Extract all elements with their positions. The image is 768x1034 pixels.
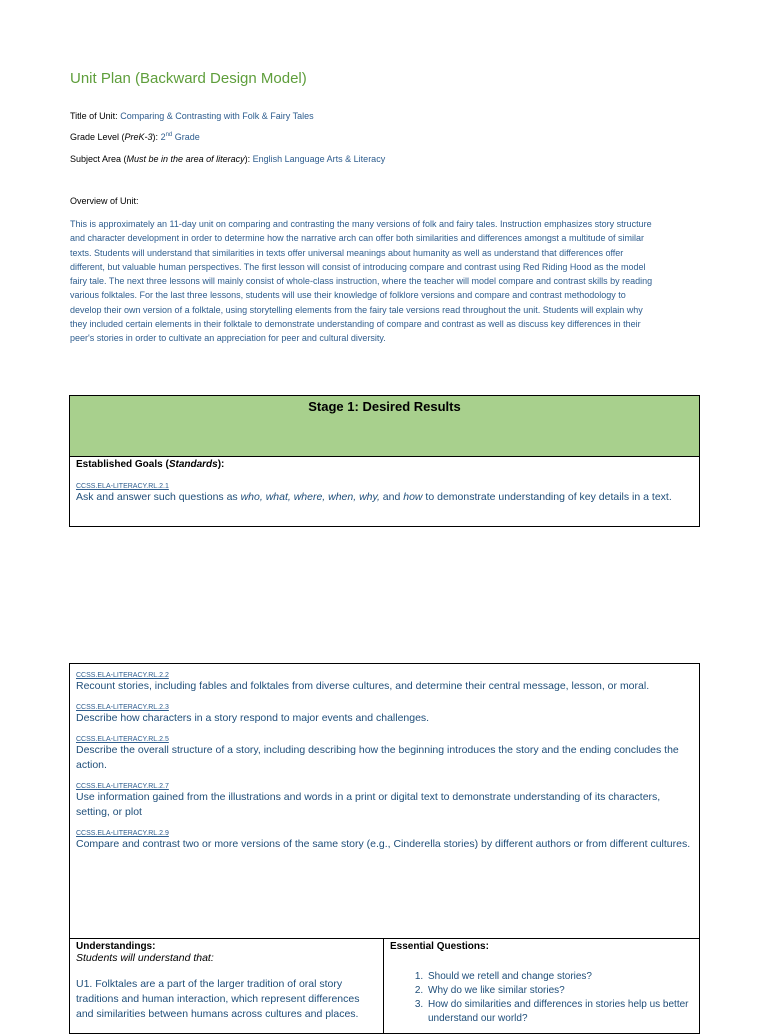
grade-label-pre: Grade Level ( bbox=[70, 132, 125, 142]
overview-line: develop their own version of a folktale, using storytelling elements from the fairy tale versions read throughout the unit. Students will explain why bbox=[70, 304, 643, 315]
overview-line: different, but valuable human perspectives. The first lesson will consist of introducing compare and contrast using Red Riding Hood as the model bbox=[70, 261, 646, 272]
unit-title-value: Comparing & Contrasting with Folk & Fairy Tales bbox=[120, 111, 314, 121]
standards-cell bbox=[70, 664, 700, 939]
standard-text: Compare and contrast two or more versions of the same story (e.g., Cinderella stories) by different authors or from different cultures. bbox=[76, 838, 691, 850]
understandings-cell bbox=[70, 939, 384, 1034]
standard-text: Use information gained from the illustrations and words in a print or digital text to demonstrate understanding of its characters, setting, or plot bbox=[76, 791, 661, 818]
essential-questions-list bbox=[390, 970, 693, 1026]
overview-line: This is approximately an 11-day unit on comparing and contrasting the many versions of folk and fairy tales. Instruction emphasizes story structure bbox=[70, 219, 652, 229]
standard-item bbox=[76, 704, 693, 726]
unit-title-line bbox=[70, 111, 314, 121]
standard-item bbox=[76, 672, 693, 694]
subject-label-pre: Subject Area ( bbox=[70, 154, 127, 164]
subject-area-line bbox=[70, 154, 385, 164]
essential-question-item: 1. Should we retell and change stories? bbox=[426, 970, 693, 984]
grade-value-sup: nd bbox=[165, 132, 173, 138]
subject-label-post: ): bbox=[244, 154, 251, 164]
grade-value-num: 2 bbox=[160, 132, 166, 142]
unit-title-label: Title of Unit: bbox=[70, 111, 118, 121]
understandings-heading: Understandings: bbox=[76, 941, 156, 952]
standards-table bbox=[69, 663, 700, 1034]
subject-value: English Language Arts & Literacy bbox=[252, 154, 386, 164]
standard-text: Describe how characters in a story respond to major events and challenges. bbox=[76, 712, 430, 724]
standard-text-rl-2-1 bbox=[76, 490, 693, 505]
doc-title: Unit Plan (Backward Design Model) bbox=[70, 70, 307, 87]
grade-label-post: ): bbox=[152, 132, 159, 142]
standard-item bbox=[76, 830, 693, 852]
std-text-pre: Ask and answer such questions as bbox=[76, 491, 241, 503]
standard-link-rl-2-1[interactable]: CCSS.ELA-LITERACY.RL.2.1 bbox=[76, 483, 169, 490]
overview-line: they included certain elements in their folktale to demonstrate understanding of compare and contrast as well as discuss key differences in their bbox=[70, 319, 641, 330]
standard-link[interactable]: CCSS.ELA-LITERACY.RL.2.9 bbox=[76, 830, 169, 837]
std-text-post: to demonstrate understanding of key details in a text. bbox=[422, 491, 672, 503]
standard-item bbox=[76, 736, 693, 773]
goals-label-bold: Established Goals ( bbox=[76, 459, 169, 470]
established-goals-label bbox=[76, 459, 693, 470]
grade-label-italic: PreK-3 bbox=[124, 132, 153, 142]
overview-line: peer's stories in order to cultivate an appreciation for peer and cultural diversity. bbox=[70, 333, 386, 344]
std-text-italic-2: how bbox=[403, 491, 423, 503]
overview-line: and character development in order to determine how the narrative arch can offer both similarities and differences amongst a multitude of similar bbox=[70, 233, 644, 244]
essential-question-item: 2. Why do we like similar stories? bbox=[426, 984, 693, 998]
standard-link[interactable]: CCSS.ELA-LITERACY.RL.2.7 bbox=[76, 783, 169, 790]
overview-heading: Overview of Unit: bbox=[70, 196, 139, 206]
standard-item bbox=[76, 783, 693, 820]
overview-line: fairy tale. The next three lessons will mainly consist of whole-class instruction, where the teacher will model compare and contrast skills by reading bbox=[70, 276, 653, 287]
understanding-u1: U1. Folktales are a part of the larger tradition of oral story traditions and human interaction, which represent differences and similarities between humans across cultures and places. bbox=[76, 978, 360, 1020]
standard-link[interactable]: CCSS.ELA-LITERACY.RL.2.2 bbox=[76, 672, 169, 679]
standard-text: Recount stories, including fables and folktales from diverse cultures, and determine their central message, lesson, or moral. bbox=[76, 680, 650, 692]
overview-line: various folktales. For the last three lessons, students will use their knowledge of folklore versions and compare and contrast methodology to bbox=[70, 290, 626, 301]
grade-value-word: Grade bbox=[174, 132, 200, 142]
stage1-heading: Stage 1: Desired Results bbox=[70, 396, 700, 457]
goals-label-end: ): bbox=[217, 459, 225, 470]
essential-questions-cell bbox=[384, 939, 700, 1034]
std-text-mid: and bbox=[379, 491, 404, 503]
overview-body bbox=[70, 217, 702, 346]
grade-level-line bbox=[70, 132, 200, 142]
understandings-subheading: Students will understand that: bbox=[76, 952, 214, 964]
subject-label-italic: Must be in the area of literacy bbox=[126, 154, 245, 164]
essential-questions-heading: Essential Questions: bbox=[390, 941, 489, 952]
established-goals-cell bbox=[70, 457, 700, 527]
standard-link[interactable]: CCSS.ELA-LITERACY.RL.2.3 bbox=[76, 704, 169, 711]
goals-label-italic: Standards bbox=[168, 459, 218, 470]
std-text-italic-1: who, what, where, when, why, bbox=[240, 491, 380, 503]
standard-text: Describe the overall structure of a story, including describing how the beginning introduces the story and the ending concludes the action. bbox=[76, 744, 679, 771]
standard-link[interactable]: CCSS.ELA-LITERACY.RL.2.5 bbox=[76, 736, 169, 743]
overview-line: texts. Students will understand that similarities in texts offer universal meanings about humanity as well as understand that differences offer bbox=[70, 247, 624, 258]
essential-question-item: 3. How do similarities and differences in stories help us better understand our world? bbox=[426, 998, 693, 1026]
stage1-table bbox=[69, 395, 700, 527]
